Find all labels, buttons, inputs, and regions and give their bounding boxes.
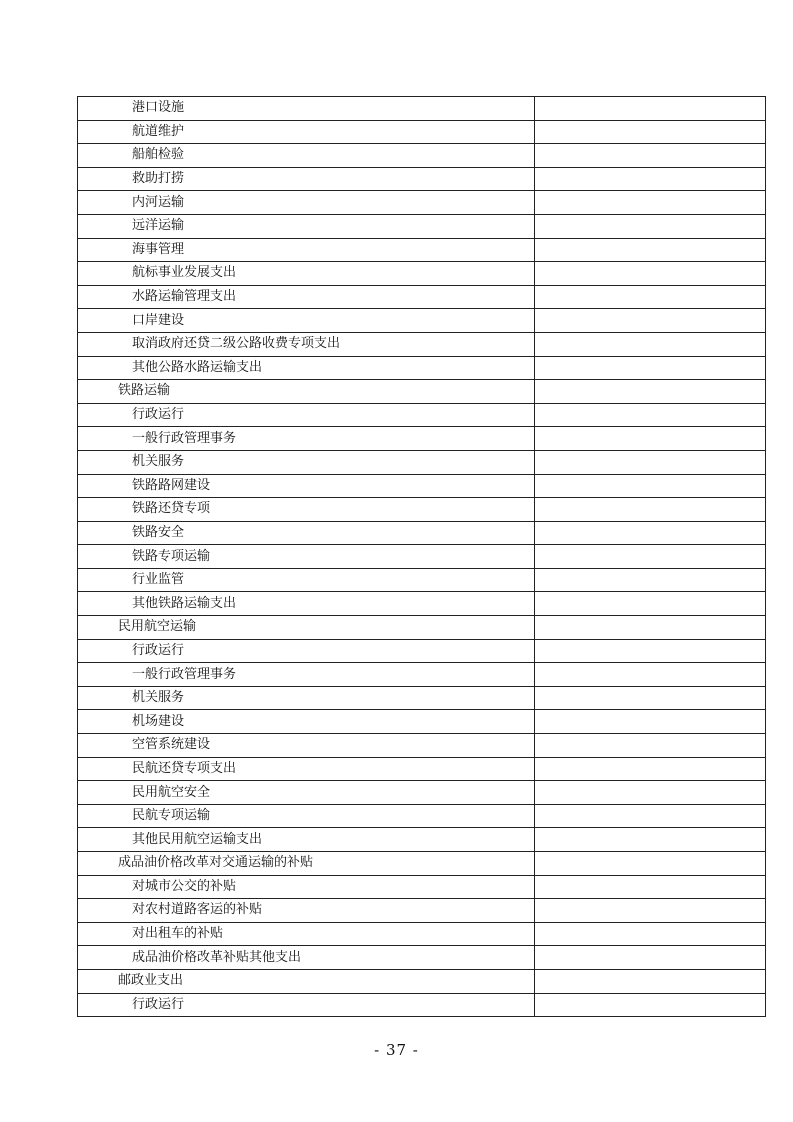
item-name-cell: 船舶检验: [78, 144, 535, 168]
item-name-cell: 对城市公交的补贴: [78, 875, 535, 899]
table-row: [78, 521, 766, 545]
amount-cell: [535, 285, 766, 309]
table-row: [78, 238, 766, 262]
category-name-cell: 铁路运输: [78, 380, 535, 404]
table-row: [78, 852, 766, 876]
amount-cell: [535, 498, 766, 522]
table-row: [78, 734, 766, 758]
item-name-cell: 行业监管: [78, 568, 535, 592]
budget-table: [77, 96, 766, 1017]
amount-cell: [535, 403, 766, 427]
table-row: [78, 922, 766, 946]
item-name-cell: 救助打捞: [78, 167, 535, 191]
amount-cell: [535, 639, 766, 663]
amount-cell: [535, 686, 766, 710]
amount-cell: [535, 214, 766, 238]
item-name-cell: 民航还贷专项支出: [78, 757, 535, 781]
item-name-cell: 航标事业发展支出: [78, 262, 535, 286]
item-name-cell: 一般行政管理事务: [78, 663, 535, 687]
item-name-cell: 水路运输管理支出: [78, 285, 535, 309]
item-name-cell: 其他公路水路运输支出: [78, 356, 535, 380]
table-row: [78, 804, 766, 828]
table-row: [78, 568, 766, 592]
amount-cell: [535, 144, 766, 168]
item-name-cell: 民航专项运输: [78, 804, 535, 828]
table-row: [78, 450, 766, 474]
amount-cell: [535, 191, 766, 215]
amount-cell: [535, 309, 766, 333]
amount-cell: [535, 899, 766, 923]
table-row: [78, 474, 766, 498]
table-body: [78, 97, 766, 1017]
table-row: [78, 144, 766, 168]
table-row: [78, 616, 766, 640]
table-row: [78, 285, 766, 309]
amount-cell: [535, 616, 766, 640]
amount-cell: [535, 427, 766, 451]
amount-cell: [535, 710, 766, 734]
amount-cell: [535, 663, 766, 687]
item-name-cell: 航道维护: [78, 120, 535, 144]
item-name-cell: 铁路还贷专项: [78, 498, 535, 522]
item-name-cell: 内河运输: [78, 191, 535, 215]
item-name-cell: 机关服务: [78, 450, 535, 474]
category-name-cell: 成品油价格改革对交通运输的补贴: [78, 852, 535, 876]
item-name-cell: 机场建设: [78, 710, 535, 734]
table-row: [78, 191, 766, 215]
amount-cell: [535, 757, 766, 781]
item-name-cell: 口岸建设: [78, 309, 535, 333]
amount-cell: [535, 545, 766, 569]
item-name-cell: 民用航空安全: [78, 781, 535, 805]
table-row: [78, 498, 766, 522]
amount-cell: [535, 946, 766, 970]
table-row: [78, 781, 766, 805]
table-row: [78, 380, 766, 404]
table-row: [78, 828, 766, 852]
item-name-cell: 港口设施: [78, 97, 535, 121]
table-row: [78, 946, 766, 970]
table-row: [78, 214, 766, 238]
amount-cell: [535, 238, 766, 262]
table-row: [78, 710, 766, 734]
amount-cell: [535, 592, 766, 616]
amount-cell: [535, 120, 766, 144]
amount-cell: [535, 332, 766, 356]
item-name-cell: 海事管理: [78, 238, 535, 262]
amount-cell: [535, 993, 766, 1017]
table-row: [78, 427, 766, 451]
page-number: - 37 -: [374, 1041, 419, 1059]
item-name-cell: 行政运行: [78, 993, 535, 1017]
table-row: [78, 356, 766, 380]
item-name-cell: 一般行政管理事务: [78, 427, 535, 451]
amount-cell: [535, 828, 766, 852]
item-name-cell: 空管系统建设: [78, 734, 535, 758]
table-row: [78, 403, 766, 427]
amount-cell: [535, 568, 766, 592]
table-row: [78, 309, 766, 333]
table-row: [78, 545, 766, 569]
item-name-cell: 铁路路网建设: [78, 474, 535, 498]
amount-cell: [535, 804, 766, 828]
table-row: [78, 663, 766, 687]
amount-cell: [535, 97, 766, 121]
item-name-cell: 取消政府还贷二级公路收费专项支出: [78, 332, 535, 356]
item-name-cell: 行政运行: [78, 403, 535, 427]
amount-cell: [535, 852, 766, 876]
category-name-cell: 邮政业支出: [78, 969, 535, 993]
table-row: [78, 757, 766, 781]
table-row: [78, 686, 766, 710]
table-row: [78, 639, 766, 663]
table-row: [78, 592, 766, 616]
amount-cell: [535, 922, 766, 946]
table-row: [78, 993, 766, 1017]
item-name-cell: 其他民用航空运输支出: [78, 828, 535, 852]
table-row: [78, 899, 766, 923]
amount-cell: [535, 167, 766, 191]
amount-cell: [535, 521, 766, 545]
item-name-cell: 远洋运输: [78, 214, 535, 238]
item-name-cell: 机关服务: [78, 686, 535, 710]
table-row: [78, 97, 766, 121]
table-row: [78, 969, 766, 993]
amount-cell: [535, 875, 766, 899]
table-row: [78, 262, 766, 286]
item-name-cell: 其他铁路运输支出: [78, 592, 535, 616]
item-name-cell: 铁路安全: [78, 521, 535, 545]
item-name-cell: 行政运行: [78, 639, 535, 663]
amount-cell: [535, 734, 766, 758]
category-name-cell: 民用航空运输: [78, 616, 535, 640]
amount-cell: [535, 262, 766, 286]
item-name-cell: 对出租车的补贴: [78, 922, 535, 946]
table-row: [78, 875, 766, 899]
amount-cell: [535, 474, 766, 498]
item-name-cell: 对农村道路客运的补贴: [78, 899, 535, 923]
amount-cell: [535, 380, 766, 404]
table-row: [78, 332, 766, 356]
item-name-cell: 成品油价格改革补贴其他支出: [78, 946, 535, 970]
table-row: [78, 167, 766, 191]
item-name-cell: 铁路专项运输: [78, 545, 535, 569]
amount-cell: [535, 781, 766, 805]
amount-cell: [535, 450, 766, 474]
table-row: [78, 120, 766, 144]
amount-cell: [535, 969, 766, 993]
amount-cell: [535, 356, 766, 380]
